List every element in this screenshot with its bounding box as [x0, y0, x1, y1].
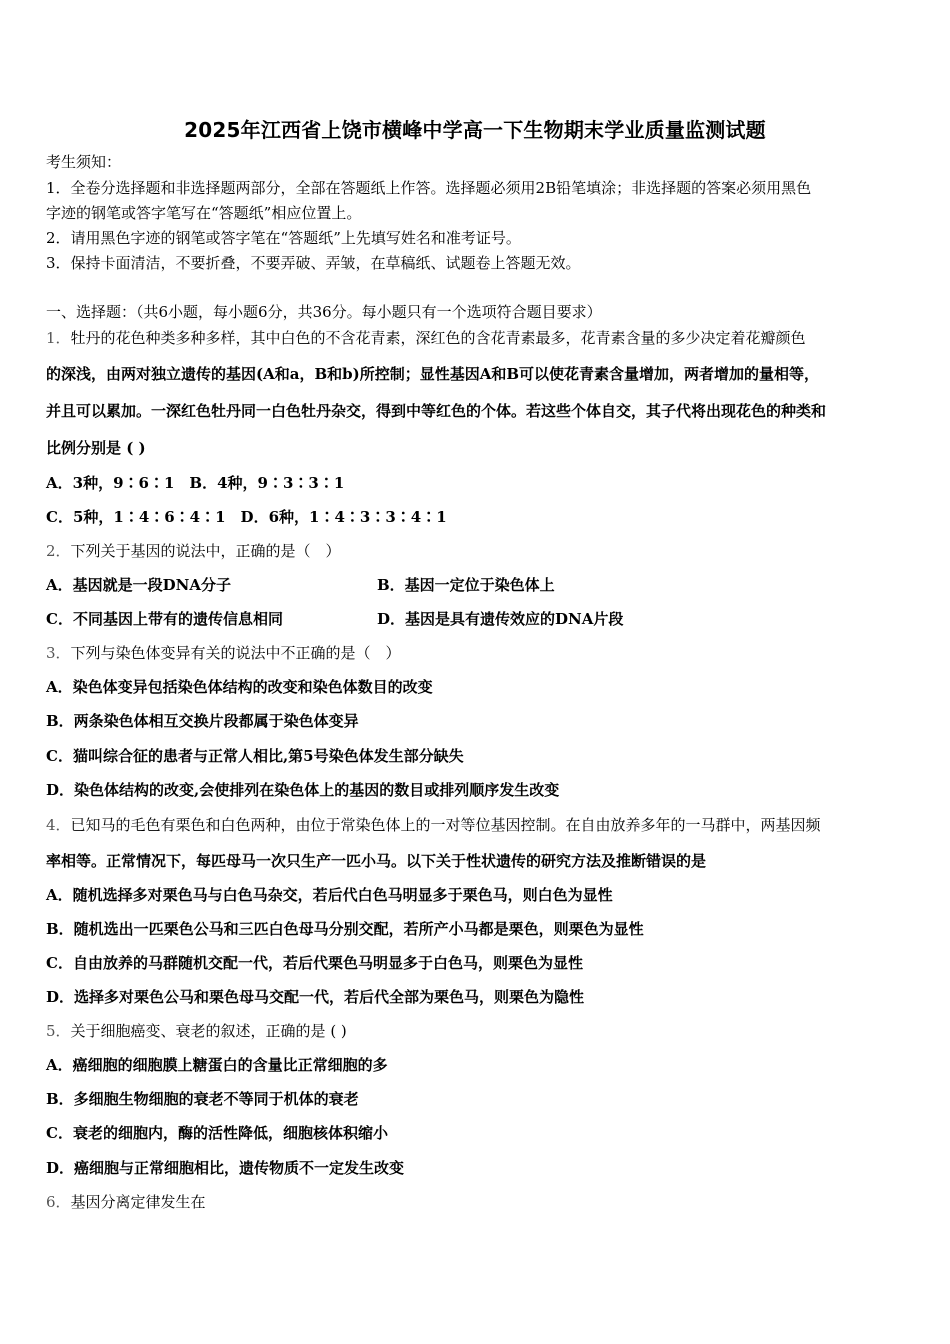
- question-2-option-b: B．基因一定位于染色体上: [377, 576, 555, 594]
- question-1-line: 比例分别是 ( ): [46, 439, 146, 457]
- notice-line: 1．全卷分选择题和非选择题两部分，全部在答题纸上作答。选择题必须用2B铅笔填涂；非选择题的答案必须用黑色: [46, 179, 812, 197]
- question-4-option: B．随机选出一匹栗色公马和三匹白色母马分别交配，若所产小马都是栗色，则栗色为显性: [46, 920, 644, 938]
- question-5-option: B．多细胞生物细胞的衰老不等同于机体的衰老: [46, 1090, 359, 1108]
- question-5-option: A．癌细胞的细胞膜上糖蛋白的含量比正常细胞的多: [46, 1056, 388, 1074]
- notice-line: 2．请用黑色字迹的钢笔或答字笔在“答题纸”上先填写姓名和准考证号。: [46, 229, 521, 247]
- question-5-option: C．衰老的细胞内，酶的活性降低，细胞核体积缩小: [46, 1124, 388, 1142]
- question-text: 牡丹的花色种类多种多样，其中白色的不含花青素，深红色的含花青素最多，花青素含量的多少决定着花瓣颜色: [70, 329, 806, 347]
- question-number: 2．: [46, 542, 71, 560]
- notice-heading: 考生须知：: [46, 153, 122, 171]
- question-number: 6．: [46, 1193, 71, 1211]
- question-text: 已知马的毛色有栗色和白色两种，由位于常染色体上的一对等位基因控制。在自由放养多年的一马群中，两基因频: [70, 816, 821, 834]
- question-3-option: D．染色体结构的改变,会使排列在染色体上的基因的数目或排列顺序发生改变: [46, 781, 560, 799]
- notice-line: 3．保持卡面清洁，不要折叠，不要弄破、弄皱，在草稿纸、试题卷上答题无效。: [46, 254, 581, 272]
- question-1-line: 的深浅，由两对独立遗传的基因(A和a，B和b)所控制；显性基因A和B可以使花青素含量增加，两者增加的量相等，: [46, 365, 820, 383]
- question-text: 下列与染色体变异有关的说法中不正确的是（ ）: [70, 644, 401, 662]
- question-number: 3．: [46, 644, 71, 662]
- notice-line: 字迹的钢笔或答字笔写在“答题纸”相应位置上。: [46, 204, 362, 222]
- question-text: 下列关于基因的说法中，正确的是（ ）: [70, 542, 341, 560]
- question-number: 5．: [46, 1022, 71, 1040]
- question-6-stem: [46, 1192, 206, 1212]
- question-4-option: C．自由放养的马群随机交配一代，若后代栗色马明显多于白色马，则栗色为显性: [46, 954, 583, 972]
- question-3-option: B．两条染色体相互交换片段都属于染色体变异: [46, 712, 359, 730]
- question-1-option: A．3种，9∶6∶1 B．4种，9∶3∶3∶1: [46, 474, 345, 492]
- question-5-option: D．癌细胞与正常细胞相比，遗传物质不一定发生改变: [46, 1159, 405, 1177]
- question-1-line: [46, 328, 806, 348]
- question-number: 4．: [46, 816, 71, 834]
- question-text: 基因分离定律发生在: [70, 1193, 206, 1211]
- question-4-line: 率相等。正常情况下，每匹母马一次只生产一匹小马。以下关于性状遗传的研究方法及推断错误的是: [46, 852, 707, 870]
- question-3-option: C．猫叫综合征的患者与正常人相比,第5号染色体发生部分缺失: [46, 747, 464, 765]
- question-2-option-c: C．不同基因上带有的遗传信息相同: [46, 610, 283, 628]
- question-2-option-a: A．基因就是一段DNA分子: [46, 576, 231, 594]
- page-title: 2025年江西省上饶市横峰中学高一下生物期末学业质量监测试题: [184, 118, 766, 142]
- question-3-option: A．染色体变异包括染色体结构的改变和染色体数目的改变: [46, 678, 433, 696]
- question-4-option: A．随机选择多对栗色马与白色马杂交，若后代白色马明显多于栗色马，则白色为显性: [46, 886, 613, 904]
- question-4-option: D．选择多对栗色公马和栗色母马交配一代，若后代全部为栗色马，则栗色为隐性: [46, 988, 585, 1006]
- question-2-option-d: D．基因是具有遗传效应的DNA片段: [377, 610, 624, 628]
- question-5-stem: [46, 1021, 347, 1041]
- section-heading: 一、选择题：（共6小题，每小题6分，共36分。每小题只有一个选项符合题目要求）: [46, 303, 602, 321]
- question-3-stem: [46, 643, 401, 663]
- question-1-option: C．5种，1∶4∶6∶4∶1 D．6种，1∶4∶3∶3∶4∶1: [46, 508, 447, 526]
- question-4-line: [46, 815, 821, 835]
- question-1-line: 并且可以累加。一深红色牡丹同一白色牡丹杂交，得到中等红色的个体。若这些个体自交，其子代将出现花色的种类和: [46, 402, 827, 420]
- question-2-stem: [46, 541, 341, 561]
- question-number: 1．: [46, 329, 71, 347]
- question-text: 关于细胞癌变、衰老的叙述，正确的是 ( ): [70, 1022, 347, 1040]
